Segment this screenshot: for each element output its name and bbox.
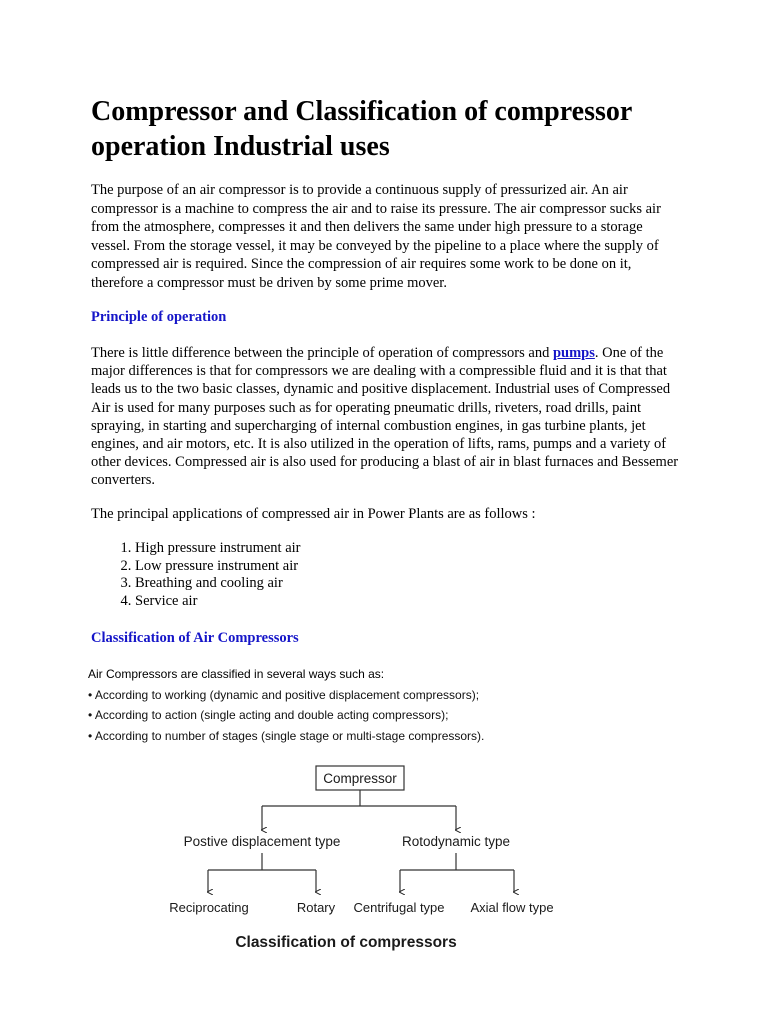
leaf-axial-flow: Axial flow type [470, 900, 554, 915]
list-item: 2. Low pressure instrument air [135, 558, 301, 576]
applications-intro: The principal applications of compressed air in Power Plants are as follows : [91, 506, 536, 522]
list-item: 4. Service air [135, 593, 301, 611]
classification-intro: Air Compressors are classified in several ways such as: [88, 667, 385, 681]
principle-text-end: . One of the major differences is that for compressors we are dealing with a compressible fluid and it is that that leads us to the two basic classes, dynamic and positive displacement. Industrial uses of Compressed Air is used for many purposes such as for operating pneumatic drills, riveters, road drills, paint spraying, in starting and supercharging of internal combustion engines, in gas turbine plants, jet engines, and air motors, etc. It is also utilized in the operation of lifts, rams, pumps and a variety of other devices. Compressed air is also used for producing a blast of air in blast furnaces and Bessemer converters. [91, 345, 679, 489]
intro-paragraph: The purpose of an air compressor is to provide a continuous supply of pressurized air. An air compressor is a machine to compress the air and to raise its pressure. The air compressor sucks air from the atmosphere, compresses it and then delivers the same under high pressure to a storage vessel. From the storage vessel, it may be conveyed by the pipeline to a place where the supply of compressed air is required. Since the compression of air requires some work to be done on it, therefore a compressor must be driven by some prime mover. [91, 182, 661, 291]
page-title: Compressor and Classification of compressor operation Industrial uses [91, 96, 632, 162]
classification-bullet: • According to action (single acting and double acting compressors); [88, 708, 449, 722]
leaf-rotary: Rotary [296, 900, 336, 915]
classification-heading: Classification of Air Compressors [91, 630, 299, 646]
root-node-label: Compressor [323, 771, 397, 786]
leaf-centrifugal: Centrifugal type [353, 900, 445, 915]
list-item: 1. High pressure instrument air [135, 540, 301, 558]
classification-bullet: • According to number of stages (single stage or multi-stage compressors). [88, 728, 485, 743]
branch-positive-displacement: Postive displacement type [183, 834, 341, 849]
classification-bullet: • According to working (dynamic and positive displacement compressors); [88, 687, 480, 702]
pumps-link[interactable]: pumps [552, 345, 595, 361]
branch-rotodynamic: Rotodynamic type [401, 834, 511, 849]
principle-heading: Principle of operation [91, 309, 227, 325]
list-item: 3. Breathing and cooling air [135, 575, 301, 593]
leaf-reciprocating: Reciprocating [169, 900, 249, 915]
diagram-caption: Classification of compressors [235, 934, 457, 951]
principle-text-start: There is little difference between the principle of operation of compressors and [91, 345, 553, 361]
